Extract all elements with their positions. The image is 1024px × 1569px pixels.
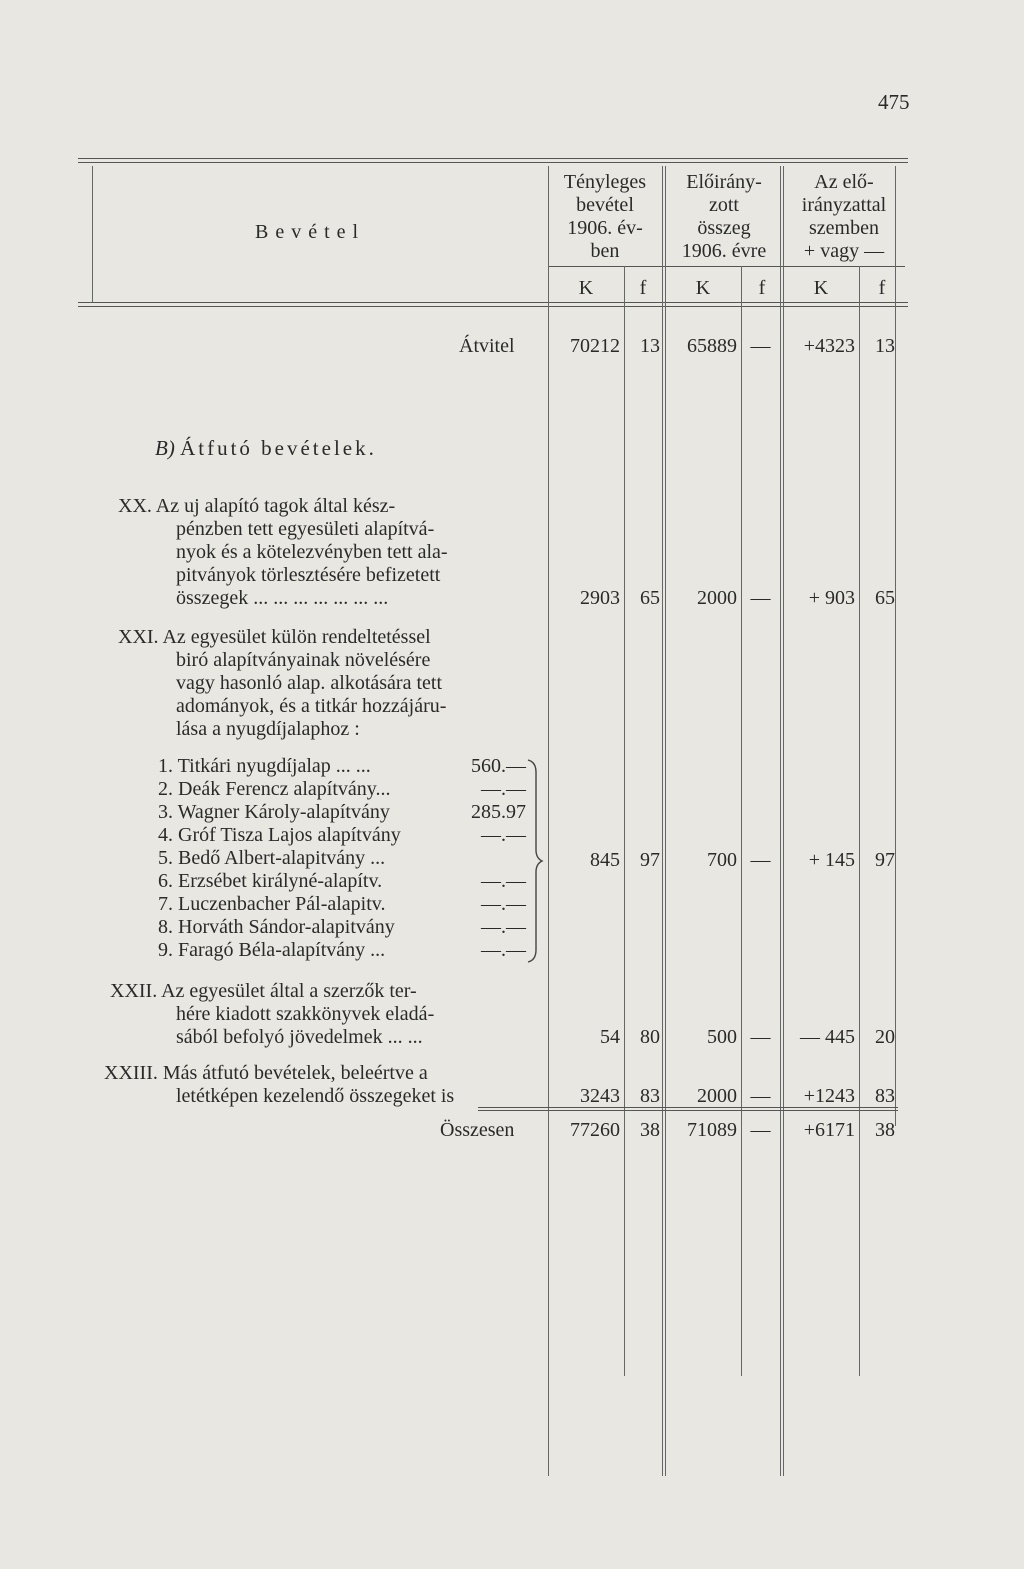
col-rule-e2 bbox=[783, 166, 784, 1476]
sub-item-name: 8. Horváth Sándor-alapitvány bbox=[158, 916, 395, 938]
item-xxiii-line1: XXIII. Más átfutó bevételek, beleértve a bbox=[104, 1062, 428, 1084]
item-xx-line1: XX. Az uj alapító tagok által kész- bbox=[118, 495, 396, 517]
sub-item-amount: —.— bbox=[481, 893, 526, 915]
xx-k1: 2903 bbox=[580, 587, 620, 609]
xxiii-f1: 83 bbox=[640, 1085, 660, 1107]
sub-item-amount: —.— bbox=[481, 939, 526, 961]
xxi-f1: 97 bbox=[640, 849, 660, 871]
item-xxi-line5: lása a nyugdíjalaphoz : bbox=[176, 718, 360, 740]
atvitel-f2: — bbox=[750, 335, 771, 357]
header-col1-line4: ben bbox=[590, 240, 620, 262]
sub-items-brace bbox=[526, 758, 546, 964]
item-xxi-line3: vagy hasonló alap. alkotására tett bbox=[176, 672, 443, 694]
xxii-k3: — 445 bbox=[800, 1026, 855, 1048]
xx-k3: + 903 bbox=[808, 587, 855, 609]
xx-f3: 65 bbox=[875, 587, 895, 609]
total-rule bbox=[478, 1107, 898, 1108]
atvitel-label: Átvitel bbox=[459, 335, 515, 357]
sub-item-name: 2. Deák Ferencz alapítvány... bbox=[158, 778, 391, 800]
col-rule-e bbox=[780, 166, 781, 1476]
xxii-k1: 54 bbox=[600, 1026, 620, 1048]
col-rule-a bbox=[548, 166, 549, 1476]
xxiii-f3: 83 bbox=[875, 1085, 895, 1107]
item-xxi-line4: adományok, és a titkár hozzájáru- bbox=[176, 695, 447, 717]
total-f1: 38 bbox=[640, 1119, 660, 1141]
total-k3: +6171 bbox=[803, 1119, 855, 1141]
header-col2-line2: zott bbox=[709, 194, 739, 216]
xx-f1: 65 bbox=[640, 587, 660, 609]
total-rule-2 bbox=[478, 1110, 898, 1111]
xxii-f3: 20 bbox=[875, 1026, 895, 1048]
sub-item-name: 4. Gróf Tisza Lajos alapítvány bbox=[158, 824, 401, 846]
header-col3-line4: + vagy — bbox=[803, 240, 885, 262]
header-col2-line1: Előirány- bbox=[686, 171, 762, 193]
item-xx-line4: pitványok törlesztésére befizetett bbox=[176, 564, 441, 586]
col-rule-right bbox=[895, 166, 896, 1126]
header-col3-line2: irányzattal bbox=[801, 194, 887, 216]
sub-item-name: 9. Faragó Béla-alapítvány ... bbox=[158, 939, 386, 961]
xxii-f1: 80 bbox=[640, 1026, 660, 1048]
col-rule-left bbox=[92, 166, 93, 302]
atvitel-f3: 13 bbox=[875, 335, 895, 357]
col-rule-c2 bbox=[665, 166, 666, 1476]
total-label: Összesen bbox=[440, 1119, 515, 1141]
header-col2-line3: összeg bbox=[697, 217, 751, 239]
sub-item-name: 6. Erzsébet királyné-alapítv. bbox=[158, 870, 383, 892]
unit-f-3: f bbox=[878, 277, 886, 299]
xxi-f2: — bbox=[750, 849, 771, 871]
item-xxii-line2: hére kiadott szakkönyvek eladá- bbox=[176, 1003, 435, 1025]
atvitel-k3: +4323 bbox=[803, 335, 855, 357]
sub-item-name: 7. Luczenbacher Pál-alapitv. bbox=[158, 893, 386, 915]
xxi-k1: 845 bbox=[590, 849, 620, 871]
item-xx-line2: pénzben tett egyesületi alapítvá- bbox=[176, 518, 435, 540]
sub-item-amount: 560.— bbox=[471, 755, 526, 777]
unit-k-2: K bbox=[695, 277, 711, 299]
sub-item-name: 3. Wagner Károly-alapítvány bbox=[158, 801, 390, 823]
xxiii-k1: 3243 bbox=[580, 1085, 620, 1107]
page-number: 475 bbox=[878, 90, 910, 114]
xxii-k2: 500 bbox=[707, 1026, 737, 1048]
unit-k-3: K bbox=[813, 277, 829, 299]
sub-item-amount: —.— bbox=[481, 824, 526, 846]
total-k2: 71089 bbox=[687, 1119, 737, 1141]
header-bevetel: B e v é t e l bbox=[255, 221, 360, 243]
sub-item-amount: —.— bbox=[481, 778, 526, 800]
col-rule-d bbox=[741, 266, 742, 1376]
section-b-prefix: B) bbox=[155, 436, 175, 460]
top-rule bbox=[78, 158, 908, 159]
sub-item-name: 5. Bedő Albert-alapitvány ... bbox=[158, 847, 386, 869]
section-b-heading bbox=[155, 438, 377, 459]
item-xx-line5: összegek ... ... ... ... ... ... ... bbox=[176, 587, 389, 609]
item-xxii-line1: XXII. Az egyesület által a szerzők ter- bbox=[110, 980, 417, 1002]
sub-item-amount: 285.97 bbox=[471, 801, 526, 823]
xx-f2: — bbox=[750, 587, 771, 609]
xxiii-f2: — bbox=[750, 1085, 771, 1107]
atvitel-f1: 13 bbox=[640, 335, 660, 357]
atvitel-k1: 70212 bbox=[570, 335, 620, 357]
total-k1: 77260 bbox=[570, 1119, 620, 1141]
xxiii-k3: +1243 bbox=[803, 1085, 855, 1107]
xxi-k2: 700 bbox=[707, 849, 737, 871]
section-b-title: Átfutó bevételek. bbox=[180, 436, 377, 460]
item-xxi-line1: XXI. Az egyesület külön rendeltetéssel bbox=[118, 626, 431, 648]
header-col1-line3: 1906. év- bbox=[567, 217, 643, 239]
total-f2: — bbox=[750, 1119, 771, 1141]
col-rule-c bbox=[662, 166, 663, 1476]
header-unit-rule bbox=[548, 266, 905, 267]
header-col2-line4: 1906. évre bbox=[681, 240, 767, 262]
col-rule-b bbox=[624, 266, 625, 1376]
item-xxiii-line2: letétképen kezelendő összegeket is bbox=[176, 1085, 455, 1107]
header-col1-line1: Tényleges bbox=[563, 171, 647, 193]
sub-item-name: 1. Titkári nyugdíjalap ... ... bbox=[158, 755, 371, 777]
xxi-k3: + 145 bbox=[808, 849, 855, 871]
total-f3: 38 bbox=[875, 1119, 895, 1141]
col-rule-f bbox=[859, 266, 860, 1376]
unit-k-1: K bbox=[578, 277, 594, 299]
header-col3-line3: szemben bbox=[809, 217, 879, 239]
atvitel-k2: 65889 bbox=[687, 335, 737, 357]
xx-k2: 2000 bbox=[697, 587, 737, 609]
item-xx-line3: nyok és a kötelezvényben tett ala- bbox=[176, 541, 448, 563]
item-xxi-line2: biró alapítványainak növelésére bbox=[176, 649, 431, 671]
item-xxii-line3: sából befolyó jövedelmek ... ... bbox=[176, 1026, 423, 1048]
header-col1-line2: bevétel bbox=[576, 194, 634, 216]
sub-item-amount: —.— bbox=[481, 870, 526, 892]
header-col3-line1: Az elő- bbox=[814, 171, 874, 193]
unit-f-1: f bbox=[639, 277, 647, 299]
xxii-f2: — bbox=[750, 1026, 771, 1048]
sub-item-amount: —.— bbox=[481, 916, 526, 938]
top-rule-2 bbox=[78, 162, 908, 163]
unit-f-2: f bbox=[758, 277, 766, 299]
xxi-f3: 97 bbox=[875, 849, 895, 871]
xxiii-k2: 2000 bbox=[697, 1085, 737, 1107]
